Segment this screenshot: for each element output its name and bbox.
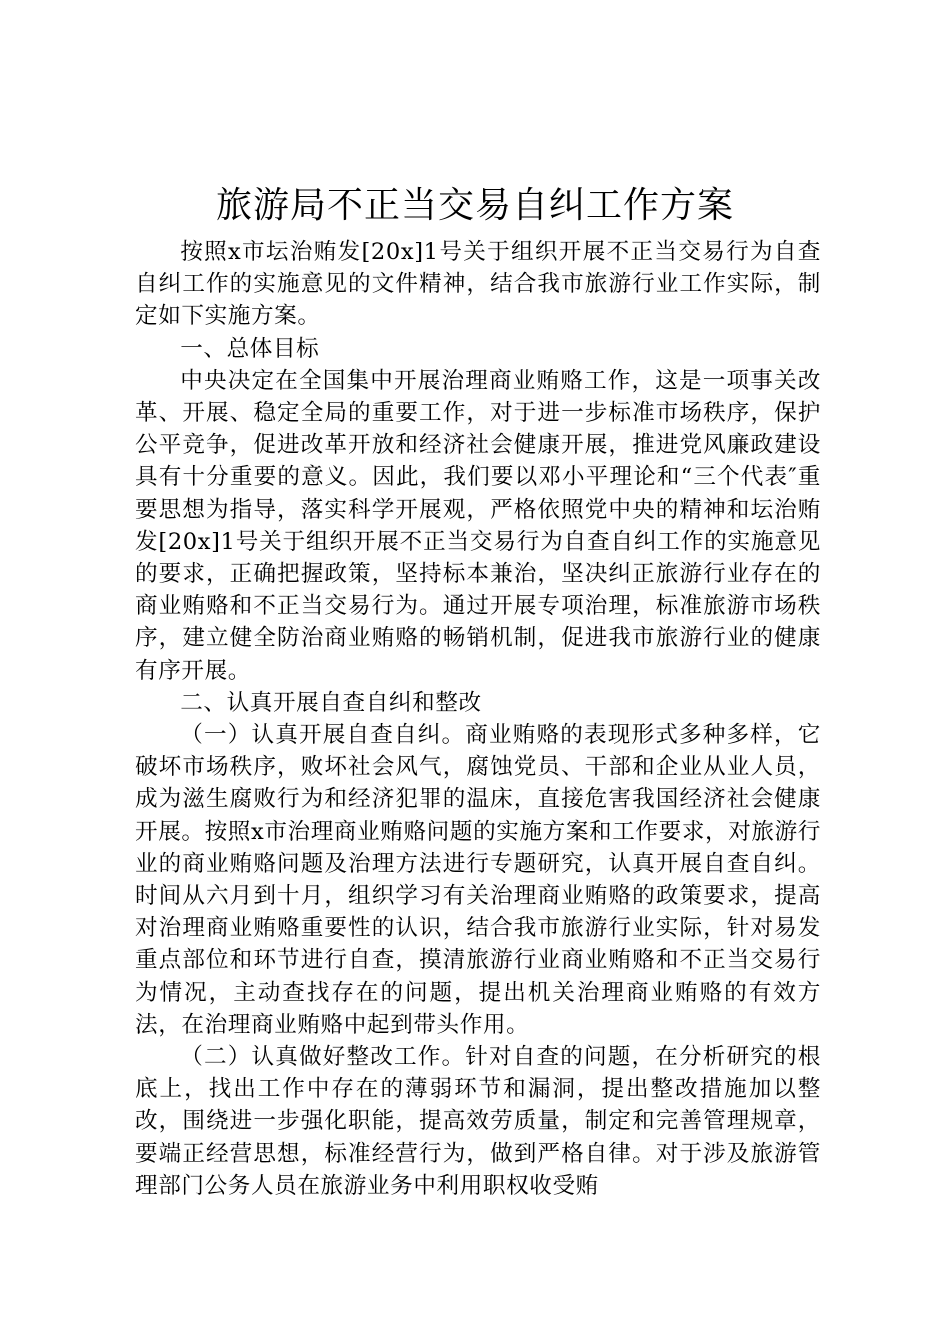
section-heading-self-inspection: 二、认真开展自查自纠和整改 bbox=[180, 689, 482, 716]
section-heading-overall-goal: 一、总体目标 bbox=[180, 335, 320, 362]
rectification-paragraph: （二）认真做好整改工作。针对自查的问题，在分析研究的根底上，找出工作中存在的薄弱环节和漏洞，提出整改措施加以整改，围绕进一步强化职能，提高效劳质量，制定和完善管理规章，要端正经营思想，标准经营行为，做到严格自律。对于涉及旅游管理部门公务人员在旅游业务中利用职权收受贿 bbox=[135, 1044, 821, 1199]
document-body bbox=[135, 236, 821, 1202]
self-inspection-paragraph: （一）认真开展自查自纠。商业贿赂的表现形式多种多样，它破坏市场秩序，败坏社会风气，腐蚀党员、干部和企业从业人员，成为滋生腐败行为和经济犯罪的温床，直接危害我国经济社会健康开展。按照x市治理商业贿赂问题的实施方案和工作要求，对旅游行业的商业贿赂问题及治理方法进行专题研究，认真开展自查自纠。时间从六月到十月，组织学习有关治理商业贿赂的政策要求，提高对治理商业贿赂重要性的认识，结合我市旅游行业实际，针对易发重点部位和环节进行自查，摸清旅游行业商业贿赂和不正当交易行为情况，主动查找存在的问题，提出机关治理商业贿赂的有效方法，在治理商业贿赂中起到带头作用。 bbox=[135, 722, 821, 1038]
intro-paragraph: 按照x市坛治贿发[20x]1号关于组织开展不正当交易行为自查自纠工作的实施意见的文件精神，结合我市旅游行业工作实际，制定如下实施方案。 bbox=[135, 239, 821, 330]
document-title: 旅游局不正当交易自纠工作方案 bbox=[215, 185, 734, 226]
overall-goal-paragraph: 中央决定在全国集中开展治理商业贿赂工作，这是一项事关改革、开展、稳定全局的重要工作，对于进一步标准市场秩序，保护公平竞争，促进改革开放和经济社会健康开展，推进党风廉政建设具有十分重要的意义。因此，我们要以邓小平理论和“三个代表″重要思想为指导，落实科学开展观，严格依照党中央的精神和坛治贿发[20x]1号关于组织开展不正当交易行为自查自纠工作的实施意见的要求，正确把握政策，坚持标本兼治，坚决纠正旅游行业存在的商业贿赂和不正当交易行为。通过开展专项治理，标准旅游市场秩序，建立健全防治商业贿赂的畅销机制，促进我市旅游行业的健康有序开展。 bbox=[135, 367, 821, 684]
